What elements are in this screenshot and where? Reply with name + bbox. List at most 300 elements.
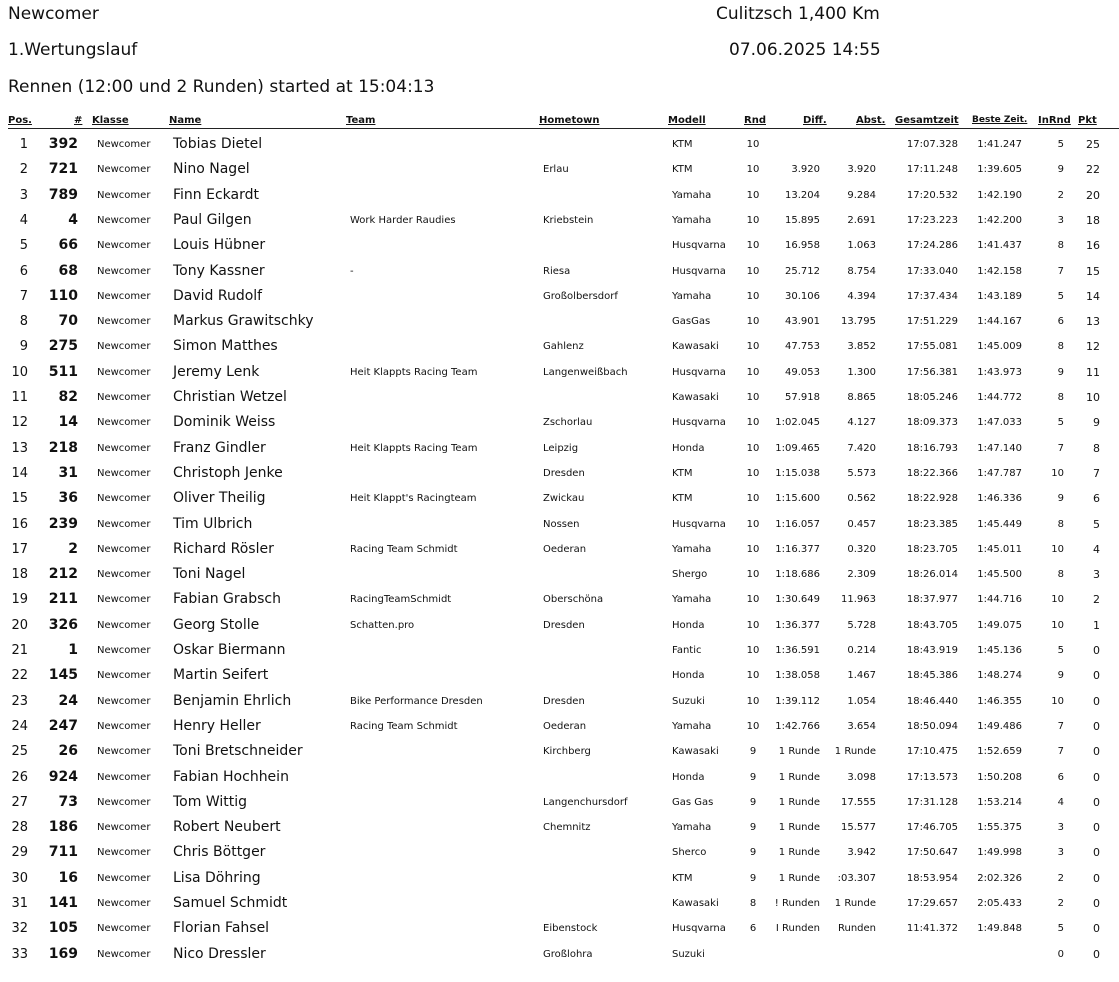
cell-rounds: 10 [746,265,760,277]
cell-rounds: 10 [746,442,760,454]
cell-position: 16 [11,516,28,532]
cell-hometown: Riesa [543,265,571,277]
cell-modell: Husqvarna [672,265,726,277]
cell-points: 0 [1093,694,1100,708]
table-row [0,562,1119,587]
cell-diff: 1:18.686 [775,569,820,581]
table-row [0,309,1119,334]
cell-points: 0 [1093,745,1100,759]
cell-best-in-round: 5 [1057,645,1064,656]
cell-position: 7 [19,288,28,304]
cell-best-in-round: 3 [1057,822,1064,834]
cell-total-time: 18:09.373 [906,417,958,429]
cell-modell: Kawasaki [672,746,719,758]
cell-rider-name: Fabian Grabsch [173,591,281,608]
cell-modell: Yamaha [672,189,712,201]
cell-best-lap: 1:41.247 [977,139,1022,150]
cell-abstand: 0.457 [847,518,876,530]
cell-hometown: Dresden [543,619,585,631]
cell-modell: Sherco [672,847,707,859]
cell-position: 18 [11,567,28,583]
cell-points: 6 [1093,492,1100,506]
cell-modell: Shergo [672,569,708,581]
cell-modell: Husqvarna [672,518,726,530]
table-row [0,183,1119,208]
cell-best-lap: 1:55.375 [977,822,1022,834]
cell-start-number: 789 [48,186,78,203]
cell-best-in-round: 10 [1051,594,1064,606]
cell-start-number: 31 [58,464,78,481]
cell-total-time: 18:43.919 [906,645,958,656]
cell-total-time: 18:05.246 [906,392,958,403]
cell-abstand: Runden [837,923,876,935]
cell-modell: Kawasaki [672,341,719,353]
cell-best-lap: 1:53.214 [977,796,1022,808]
cell-hometown: Kriebstein [543,214,594,226]
cell-position: 12 [11,415,28,431]
cell-best-in-round: 0 [1057,948,1064,960]
cell-diff: 1:09.465 [775,442,820,454]
cell-start-number: 73 [58,793,78,810]
cell-klasse: Newcomer [97,645,151,656]
cell-modell: Husqvarna [672,240,726,252]
cell-abstand: 11.963 [841,594,876,606]
cell-best-in-round: 10 [1051,543,1064,555]
cell-hometown: Langenweißbach [543,366,628,378]
cell-abstand: 1.467 [847,670,876,682]
cell-rounds: 10 [746,316,760,328]
cell-points: 15 [1086,264,1100,278]
cell-rider-name: Lisa Döhring [173,869,261,886]
table-row [0,815,1119,840]
cell-start-number: 105 [48,920,78,937]
cell-total-time: 18:37.977 [906,594,958,606]
cell-position: 2 [19,162,28,178]
cell-best-in-round: 8 [1057,392,1064,403]
cell-start-number: 212 [48,566,78,583]
cell-rounds: 9 [749,796,757,808]
cell-hometown: Dresden [543,695,585,707]
cell-best-in-round: 5 [1057,417,1064,429]
cell-total-time: 17:33.040 [906,265,958,277]
cell-rider-name: Louis Hübner [173,237,266,254]
cell-klasse: Newcomer [97,746,151,758]
cell-hometown: Leipzig [543,442,579,454]
cell-abstand: 3.942 [847,847,876,859]
cell-diff: 1:16.057 [775,518,820,530]
cell-points: 0 [1093,947,1100,961]
cell-team: Racing Team Schmidt [350,543,458,555]
col-team: Team [346,115,376,126]
cell-hometown: Gahlenz [543,341,584,353]
cell-total-time: 17:24.286 [906,240,958,252]
cell-best-in-round: 5 [1057,290,1064,302]
cell-rider-name: Martin Seifert [173,667,269,684]
cell-rider-name: Christian Wetzel [173,389,287,405]
cell-start-number: 145 [48,667,78,684]
cell-total-time: 17:29.657 [906,898,958,909]
cell-start-number: 211 [48,591,78,608]
cell-abstand: 8.754 [847,265,876,277]
cell-start-number: 721 [48,161,78,178]
cell-best-lap: 2:05.433 [977,898,1022,909]
cell-best-lap: 1:45.449 [977,518,1022,530]
cell-total-time: 18:22.366 [906,467,958,479]
cell-total-time: 18:22.928 [906,493,958,505]
cell-points: 0 [1093,922,1100,936]
cell-total-time: 17:23.223 [906,214,958,226]
cell-team: RacingTeamSchmidt [350,594,452,606]
table-row [0,486,1119,511]
cell-rider-name: Oskar Biermann [173,642,286,658]
table-row [0,942,1119,967]
cell-total-time: 17:31.128 [906,796,958,808]
cell-best-in-round: 8 [1057,569,1064,581]
col-name: Name [169,115,202,126]
cell-hometown: Nossen [543,518,580,530]
cell-rider-name: Dominik Weiss [173,414,276,431]
cell-rider-name: Nico Dressler [173,945,266,962]
cell-points: 22 [1086,163,1100,177]
col-modell: Modell [668,115,706,126]
cell-points: 12 [1086,340,1100,354]
col-pos: Pos. [8,115,32,126]
cell-rounds: 10 [746,594,760,606]
cell-points: 0 [1093,871,1100,885]
cell-points: 0 [1093,669,1100,683]
cell-total-time: 18:46.440 [906,695,958,707]
cell-best-in-round: 10 [1051,467,1064,479]
cell-points: 0 [1093,719,1100,733]
cell-start-number: 239 [48,515,78,532]
event-title: 1.Wertungslauf [8,40,138,60]
table-row [0,334,1119,359]
cell-total-time: 18:26.014 [906,569,958,581]
cell-position: 19 [11,592,28,608]
cell-total-time: 17:20.532 [906,189,958,201]
cell-rounds: 10 [746,366,760,378]
cell-klasse: Newcomer [97,923,151,935]
cell-start-number: 4 [68,211,78,228]
cell-position: 23 [11,693,28,709]
cell-diff: 15.895 [785,214,820,226]
cell-best-lap: 1:45.500 [977,569,1022,581]
cell-start-number: 392 [48,136,78,152]
cell-rider-name: Fabian Hochhein [173,768,289,785]
cell-diff: 1 Runde [778,746,820,758]
cell-klasse: Newcomer [97,214,151,226]
table-row [0,132,1119,157]
cell-abstand: 2.691 [847,214,876,226]
cell-modell: Husqvarna [672,417,726,429]
cell-position: 13 [11,440,28,456]
cell-modell: KTM [672,139,693,150]
cell-klasse: Newcomer [97,569,151,581]
cell-best-lap: 1:49.848 [977,923,1022,935]
cell-diff: 1:38.058 [775,670,820,682]
cell-hometown: Großolbersdorf [543,290,618,302]
cell-modell: Yamaha [672,543,712,555]
cell-points: 0 [1093,770,1100,784]
cell-rounds: 6 [749,923,757,935]
cell-rider-name: Simon Matthes [173,338,278,355]
cell-klasse: Newcomer [97,417,151,429]
cell-position: 9 [19,339,28,355]
cell-start-number: 247 [48,717,78,734]
cell-position: 10 [11,364,28,380]
table-row [0,916,1119,941]
cell-position: 27 [11,794,28,810]
cell-best-lap: 1:44.167 [977,316,1022,328]
cell-best-in-round: 2 [1057,898,1064,909]
cell-total-time: 18:23.385 [906,518,958,530]
cell-best-lap: 1:47.787 [977,467,1022,479]
cell-klasse: Newcomer [97,594,151,606]
table-row [0,689,1119,714]
cell-modell: Suzuki [672,948,705,960]
cell-diff: 1 Runde [778,822,820,834]
cell-best-in-round: 4 [1057,796,1064,808]
cell-start-number: 711 [48,844,78,861]
cell-position: 4 [19,212,28,228]
cell-abstand: 3.920 [847,164,876,176]
cell-diff: 1 Runde [778,771,820,783]
cell-start-number: 70 [58,313,78,330]
cell-points: 20 [1086,188,1100,202]
table-row [0,790,1119,815]
cell-total-time: 17:51.229 [906,316,958,328]
race-info: Rennen (12:00 und 2 Runden) started at 15:04:13 [8,77,435,97]
cell-rider-name: Richard Rösler [173,540,274,557]
table-row [0,385,1119,410]
cell-abstand: 4.127 [847,417,876,429]
cell-best-lap: 1:45.011 [977,543,1022,555]
cell-diff: 1:36.591 [775,645,820,656]
cell-rider-name: Tony Kassner [173,262,265,279]
cell-points: 14 [1086,289,1100,303]
cell-start-number: 275 [48,338,78,355]
cell-rounds: 9 [749,847,757,859]
cell-start-number: 169 [48,945,78,962]
cell-best-in-round: 7 [1057,265,1064,277]
cell-abstand: 8.865 [847,392,876,403]
cell-modell: KTM [672,493,693,505]
cell-rider-name: Oliver Theilig [173,490,266,507]
cell-klasse: Newcomer [97,898,151,909]
cell-total-time: 17:07.328 [906,139,958,150]
cell-best-lap: 1:43.189 [977,290,1022,302]
cell-team: - [350,265,354,277]
table-row [0,461,1119,486]
cell-modell: Yamaha [672,594,712,606]
cell-position: 24 [11,718,28,734]
table-row [0,233,1119,258]
cell-position: 26 [11,769,28,785]
cell-klasse: Newcomer [97,240,151,252]
table-row [0,259,1119,284]
cell-team: Bike Performance Dresden [350,695,483,707]
cell-position: 8 [19,314,28,330]
table-row [0,840,1119,865]
col-num: # [74,115,83,126]
cell-rider-name: Samuel Schmidt [173,895,288,911]
cell-modell: Gas Gas [672,796,714,808]
cell-team: Racing Team Schmidt [350,720,458,732]
cell-rounds: 10 [746,189,760,201]
table-row [0,866,1119,891]
cell-rounds: 10 [746,341,760,353]
cell-rider-name: Toni Bretschneider [173,743,303,760]
cell-points: 9 [1093,416,1100,430]
cell-klasse: Newcomer [97,392,151,403]
cell-rounds: 10 [746,518,760,530]
cell-best-lap: 1:49.075 [977,619,1022,631]
cell-total-time: 17:37.434 [906,290,958,302]
cell-diff: 13.204 [785,189,820,201]
cell-position: 6 [19,263,28,279]
cell-points: 2 [1093,593,1100,607]
cell-hometown: Eibenstock [543,923,598,935]
cell-best-in-round: 2 [1057,189,1064,201]
table-row [0,663,1119,688]
cell-diff: 1:15.600 [775,493,820,505]
cell-rider-name: Finn Eckardt [173,186,259,203]
cell-abstand: 9.284 [847,189,876,201]
cell-position: 30 [11,870,28,886]
cell-abstand: 17.555 [841,796,876,808]
cell-start-number: 24 [58,692,78,709]
cell-modell: Kawasaki [672,898,719,909]
cell-klasse: Newcomer [97,139,151,150]
cell-total-time: 17:46.705 [906,822,958,834]
cell-start-number: 66 [58,237,78,254]
cell-best-lap: 1:46.355 [977,695,1022,707]
cell-total-time: 17:11.248 [906,164,958,176]
cell-klasse: Newcomer [97,316,151,328]
col-rnd: Rnd [744,115,766,126]
col-hometown: Hometown [539,115,600,126]
cell-hometown: Langenchursdorf [543,796,628,808]
cell-best-lap: 1:49.486 [977,720,1022,732]
cell-total-time: 17:55.081 [906,341,958,353]
cell-rounds: 9 [749,771,757,783]
cell-klasse: Newcomer [97,290,151,302]
cell-hometown: Zwickau [543,493,585,505]
cell-rounds: 10 [746,695,760,707]
cell-best-lap: 1:44.716 [977,594,1022,606]
cell-diff: 1:42.766 [775,720,820,732]
cell-position: 5 [19,238,28,254]
cell-position: 1 [19,137,28,152]
col-beste-zeit: Beste Zeit. [972,115,1028,125]
cell-rider-name: Toni Nagel [173,566,246,583]
cell-position: 11 [11,390,28,405]
cell-rounds: 10 [746,214,760,226]
table-row [0,765,1119,790]
cell-rounds: 10 [746,619,760,631]
cell-total-time: 17:50.647 [906,847,958,859]
cell-abstand: 0.214 [847,645,876,656]
cell-points: 25 [1086,138,1100,151]
cell-rounds: 10 [746,720,760,732]
cell-points: 8 [1093,441,1100,455]
cell-best-in-round: 6 [1057,316,1064,328]
cell-best-lap: 1:41.437 [977,240,1022,252]
col-diff: Diff. [803,115,827,126]
cell-start-number: 14 [58,414,78,431]
cell-klasse: Newcomer [97,518,151,530]
cell-rider-name: Georg Stolle [173,616,260,633]
cell-points: 0 [1093,846,1100,860]
cell-total-time: 18:45.386 [906,670,958,682]
cell-best-lap: 1:42.158 [977,265,1022,277]
cell-rider-name: David Rudolf [173,287,263,304]
col-abst: Abst. [856,115,886,126]
cell-total-time: 11:41.372 [906,923,958,935]
col-gesamtzeit: Gesamtzeit [895,115,959,126]
table-row [0,537,1119,562]
cell-diff: 1:30.649 [775,594,820,606]
cell-diff: 25.712 [785,265,820,277]
cell-start-number: 326 [48,616,78,633]
cell-abstand: 5.728 [847,619,876,631]
cell-abstand: 1 Runde [834,746,876,758]
cell-klasse: Newcomer [97,189,151,201]
cell-abstand: 0.320 [847,543,876,555]
cell-points: 5 [1093,517,1100,531]
table-row [0,587,1119,612]
cell-hometown: Erlau [543,164,569,176]
cell-start-number: 186 [48,819,78,836]
cell-modell: Kawasaki [672,392,719,403]
cell-best-in-round: 8 [1057,341,1064,353]
cell-diff: I Runden [775,923,820,935]
table-row [0,284,1119,309]
table-row [0,714,1119,739]
cell-best-in-round: 5 [1057,139,1064,150]
cell-rounds: 10 [746,543,760,555]
cell-start-number: 68 [58,262,78,279]
cell-best-in-round: 10 [1051,619,1064,631]
cell-klasse: Newcomer [97,619,151,631]
cell-total-time: 18:53.954 [906,872,958,884]
cell-best-in-round: 8 [1057,518,1064,530]
cell-position: 21 [11,643,28,658]
cell-modell: KTM [672,467,693,479]
cell-rider-name: Benjamin Ehrlich [173,692,292,709]
cell-rounds: 10 [746,417,760,429]
cell-klasse: Newcomer [97,543,151,555]
cell-diff: 1 Runde [778,872,820,884]
cell-points: 3 [1093,568,1100,582]
cell-rounds: 9 [749,872,757,884]
cell-diff: ! Runden [774,898,820,909]
col-pkt: Pkt [1078,115,1097,126]
cell-diff: 1 Runde [778,847,820,859]
cell-best-lap: 1:44.772 [977,392,1022,403]
cell-diff: 16.958 [785,240,820,252]
cell-best-in-round: 9 [1057,670,1064,682]
cell-rider-name: Henry Heller [173,717,261,734]
cell-best-in-round: 7 [1057,746,1064,758]
cell-best-lap: 1:50.208 [977,771,1022,783]
cell-klasse: Newcomer [97,341,151,353]
cell-diff: 43.901 [785,316,820,328]
cell-best-lap: 1:48.274 [977,670,1022,682]
cell-position: 15 [11,491,28,507]
cell-position: 14 [11,465,28,481]
cell-abstand: :03.307 [837,872,876,884]
